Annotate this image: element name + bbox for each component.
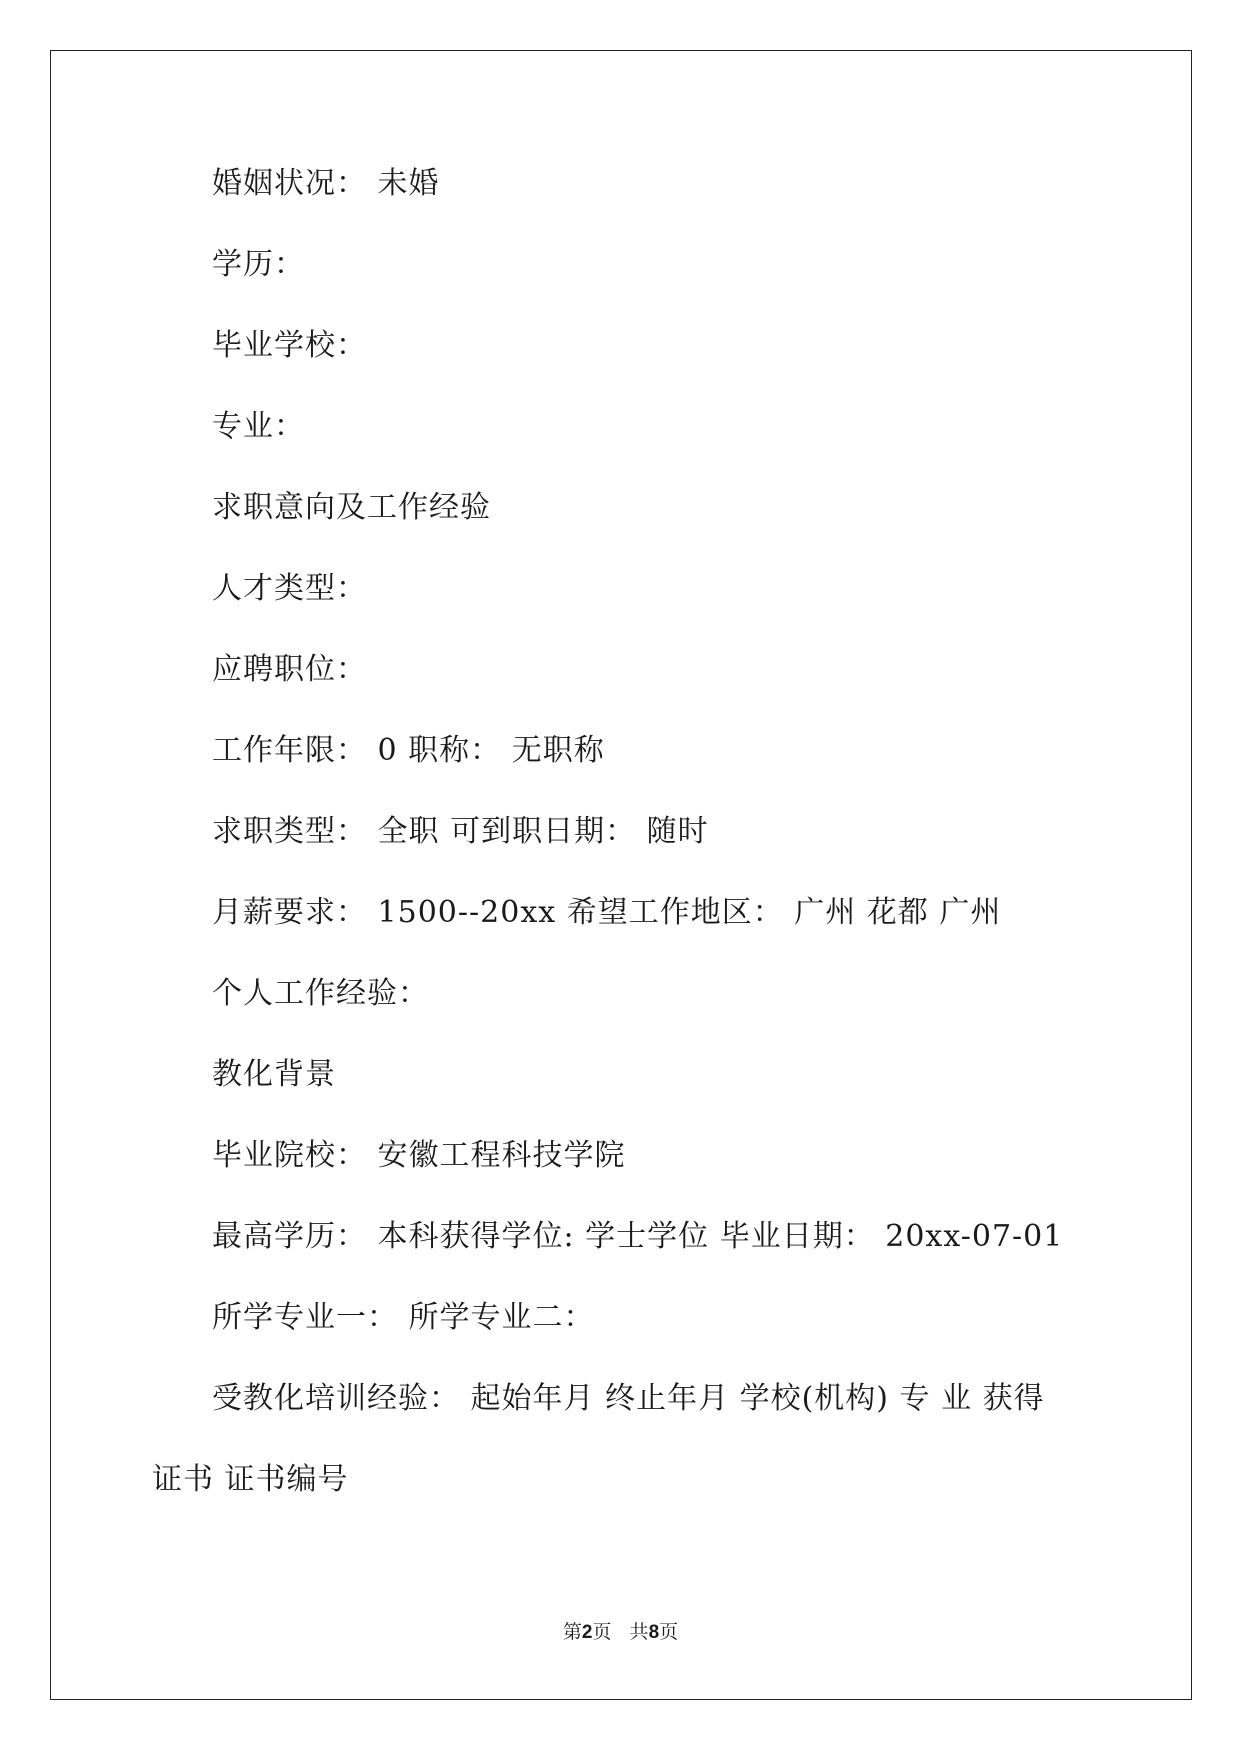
text-line-highest-degree: 最高学历： 本科获得学位: 学士学位 毕业日期： 20xx-07-01: [212, 1219, 1064, 1254]
footer-total-pages: 8: [648, 1622, 660, 1643]
text-line-salary: 月薪要求： 1500--20xx 希望工作地区： 广州 花都 广州: [212, 895, 1002, 930]
text-line-major: 专业：: [212, 409, 305, 444]
text-line-training-continuation: 证书 证书编号: [152, 1462, 349, 1497]
text-line-graduate-college: 毕业院校： 安徽工程科技学院: [212, 1138, 626, 1173]
text-line-marital-status: 婚姻状况： 未婚: [212, 166, 440, 201]
text-line-training-experience: 受教化培训经验： 起始年月 终止年月 学校(机构) 专 业 获得: [212, 1381, 1045, 1416]
footer-prefix: 第: [562, 1621, 582, 1643]
footer-suffix: 页: [659, 1621, 679, 1643]
page-footer: [0, 1620, 1241, 1645]
text-line-work-experience: 个人工作经验：: [212, 976, 429, 1011]
footer-current-page: 2: [581, 1622, 593, 1643]
footer-middle: 页 共: [592, 1621, 649, 1643]
text-line-majors: 所学专业一： 所学专业二：: [212, 1300, 595, 1335]
text-line-talent-type: 人才类型：: [212, 571, 367, 606]
text-line-position: 应聘职位：: [212, 652, 367, 687]
text-line-graduate-school: 毕业学校：: [212, 328, 367, 363]
text-line-work-years: 工作年限： 0 职称： 无职称: [212, 733, 605, 768]
section-heading-job-intention: 求职意向及工作经验: [212, 490, 491, 525]
text-line-job-type: 求职类型： 全职 可到职日期： 随时: [212, 814, 709, 849]
document-body: [152, 164, 1092, 1541]
section-heading-education: 教化背景: [212, 1057, 336, 1092]
text-line-education: 学历：: [212, 247, 305, 282]
